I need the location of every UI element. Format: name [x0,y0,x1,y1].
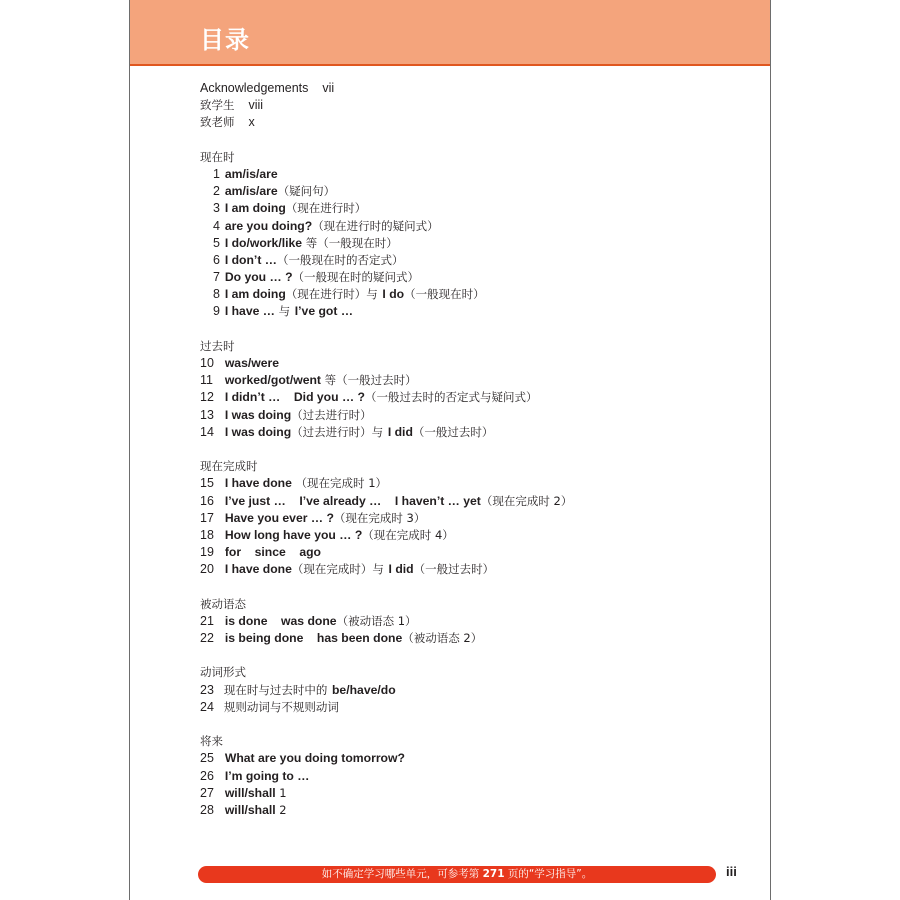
unit-number: 23 [200,682,214,697]
unit-topic-english: What are you doing tomorrow? [224,751,405,766]
front-matter-page: x [248,115,255,130]
front-matter-page: viii [248,98,264,113]
table-of-contents [200,80,760,819]
unit-topic-chinese: 2 [275,802,287,817]
unit-entry [200,389,760,406]
unit-number: 13 [200,407,214,422]
unit-topic-chinese: 与 [274,304,294,319]
unit-number: 10 [200,356,214,370]
unit-entry [200,372,760,389]
unit-number: 7 [213,270,220,285]
unit-topic-chinese: （一般过去时） [413,562,495,577]
unit-topic-english: for since ago [224,545,321,560]
section-heading: 过去时 [200,338,235,353]
unit-topic-chinese: （一般过去时） [412,424,494,439]
unit-entry [200,613,760,630]
unit-entry [200,527,760,544]
unit-topic-chinese: （现在完成时 3） [333,510,426,525]
spacer [200,132,760,149]
spacer [200,578,760,595]
unit-topic-chinese: （被动语态 1） [336,613,417,628]
unit-topic-english: was/were [224,356,280,370]
front-matter-page: vii [322,81,335,95]
spacer [200,321,760,338]
front-matter-entry [200,97,760,114]
unit-number: 16 [200,493,214,508]
unit-number: 20 [200,562,214,577]
unit-entry [200,407,760,424]
unit-topic-chinese: 1 [275,785,287,800]
unit-number: 1 [213,166,220,181]
unit-entry [200,682,760,699]
unit-topic-english: I’m going to … [224,768,310,783]
unit-topic-english: Do you … ? [224,270,293,285]
unit-topic-english: Have you ever … ? [224,510,334,525]
book-page [129,0,771,900]
unit-topic-english: I was doing [224,424,292,439]
front-matter-label: 致学生 [200,98,235,113]
spacer [200,716,760,733]
unit-entry [200,252,760,269]
unit-number: 27 [200,785,214,800]
unit-entry [200,183,760,200]
unit-entry [200,699,760,716]
unit-topic-chinese: （一般现在时的否定式） [276,252,404,267]
unit-topic-english: I did [387,424,413,439]
front-matter-entry [200,80,760,97]
unit-entry [200,303,760,320]
unit-entry [200,510,760,527]
unit-entry [200,424,760,441]
note-text-after: 页的“学习指导”。 [504,868,593,880]
unit-topic-english: I was doing [224,407,292,422]
unit-number: 17 [200,510,214,525]
unit-entry [200,166,760,183]
unit-entry [200,493,760,510]
spacer [200,441,760,458]
unit-topic-chinese: （现在进行时） [285,201,367,216]
unit-topic-english: I did [388,562,414,577]
unit-number: 11 [200,373,213,388]
page-title: 目录 [200,26,250,54]
unit-entry [200,544,760,561]
unit-topic-chinese: 等（一般过去时） [320,373,417,388]
note-text-before: 如不确定学习哪些单元，可参考第 [321,868,483,880]
unit-number: 3 [213,201,220,216]
unit-topic-english: I do [382,287,405,302]
section-heading: 现在时 [200,149,235,164]
unit-number: 22 [200,631,214,645]
unit-topic-english: I have … [224,304,275,319]
unit-topic-english: will/shall [224,802,276,817]
section-heading: 将来 [200,734,223,749]
unit-entry [200,475,760,492]
unit-topic-english: am/is/are [224,184,278,199]
unit-topic-chinese: （现在完成时）与 [291,562,388,577]
unit-topic-english: I’ve just … I’ve already … I haven’t … yet [224,493,481,508]
front-matter-entry [200,114,760,131]
unit-topic-chinese: （现在进行时的疑问式） [312,218,439,233]
unit-topic-chinese: （疑问句） [277,184,336,199]
unit-topic-english: be/have/do [331,682,396,697]
note-page-ref: 271 [482,868,505,880]
unit-number: 15 [200,476,214,491]
unit-number: 19 [200,545,214,560]
unit-topic-chinese: 规则动词与不规则动词 [223,699,339,714]
unit-number: 4 [213,218,220,233]
unit-number: 12 [200,390,214,405]
unit-number: 24 [200,699,214,714]
unit-topic-english: will/shall [224,785,276,800]
unit-entry [200,630,760,647]
unit-topic-english: How long have you … ? [224,527,363,542]
front-matter-label: 致老师 [200,115,235,130]
section-heading: 现在完成时 [200,459,258,474]
unit-number: 28 [200,802,214,817]
section-heading: 动词形式 [200,665,246,680]
unit-entry [200,355,760,372]
unit-number: 8 [213,287,220,302]
unit-number: 2 [213,184,220,199]
front-matter-label: Acknowledgements [200,81,309,95]
unit-topic-chinese: （现在完成时 4） [362,527,454,542]
unit-topic-english: worked/got/went [224,373,321,388]
unit-number: 21 [200,613,214,628]
unit-number: 6 [213,252,220,267]
unit-topic-english: I don’t … [224,252,277,267]
unit-entry [200,235,760,252]
unit-topic-english: are you doing? [224,218,313,233]
unit-topic-english: I am doing [224,287,286,302]
unit-entry [200,768,760,785]
unit-topic-chinese: 现在时与过去时中的 [223,682,331,697]
unit-topic-english: I’ve got … [294,304,354,319]
unit-topic-english: I do/work/like [224,235,303,250]
unit-topic-chinese: （一般现在时） [404,287,485,302]
unit-topic-chinese: 等（一般现在时） [302,235,398,250]
unit-number: 9 [213,304,220,319]
unit-number: 5 [213,235,220,250]
spacer [200,647,760,664]
study-guide-note [198,866,716,883]
unit-topic-english: is done was done [224,613,337,628]
unit-entry [200,750,760,767]
unit-number: 14 [200,424,214,439]
unit-topic-chinese: （被动语态 2） [402,631,483,645]
unit-topic-english: is being done has been done [224,631,403,645]
unit-topic-english: I didn’t … Did you … ? [224,390,365,405]
unit-entry [200,561,760,578]
unit-topic-english: I am doing [224,201,286,216]
unit-entry [200,286,760,303]
unit-topic-chinese: （一般过去时的否定式与疑问式） [364,390,538,405]
page-header [130,0,770,66]
unit-entry [200,200,760,217]
unit-number: 25 [200,751,214,766]
unit-topic-chinese: （现在进行时）与 [285,287,382,302]
unit-number: 18 [200,527,214,542]
unit-entry [200,218,760,235]
unit-entry [200,802,760,819]
unit-topic-english: I have done [224,562,292,577]
section-heading: 被动语态 [200,596,246,611]
unit-topic-chinese: （过去进行时） [291,407,372,422]
unit-topic-english: am/is/are [224,166,278,181]
unit-topic-chinese: （现在完成时 1） [291,476,388,491]
unit-topic-chinese: （过去进行时）与 [291,424,387,439]
unit-topic-english: I have done [224,476,292,491]
unit-entry [200,785,760,802]
unit-topic-chinese: （现在完成时 2） [480,493,573,508]
page-number: iii [726,864,737,879]
unit-entry [200,269,760,286]
unit-topic-chinese: （一般现在时的疑问式） [292,270,420,285]
unit-number: 26 [200,768,214,783]
